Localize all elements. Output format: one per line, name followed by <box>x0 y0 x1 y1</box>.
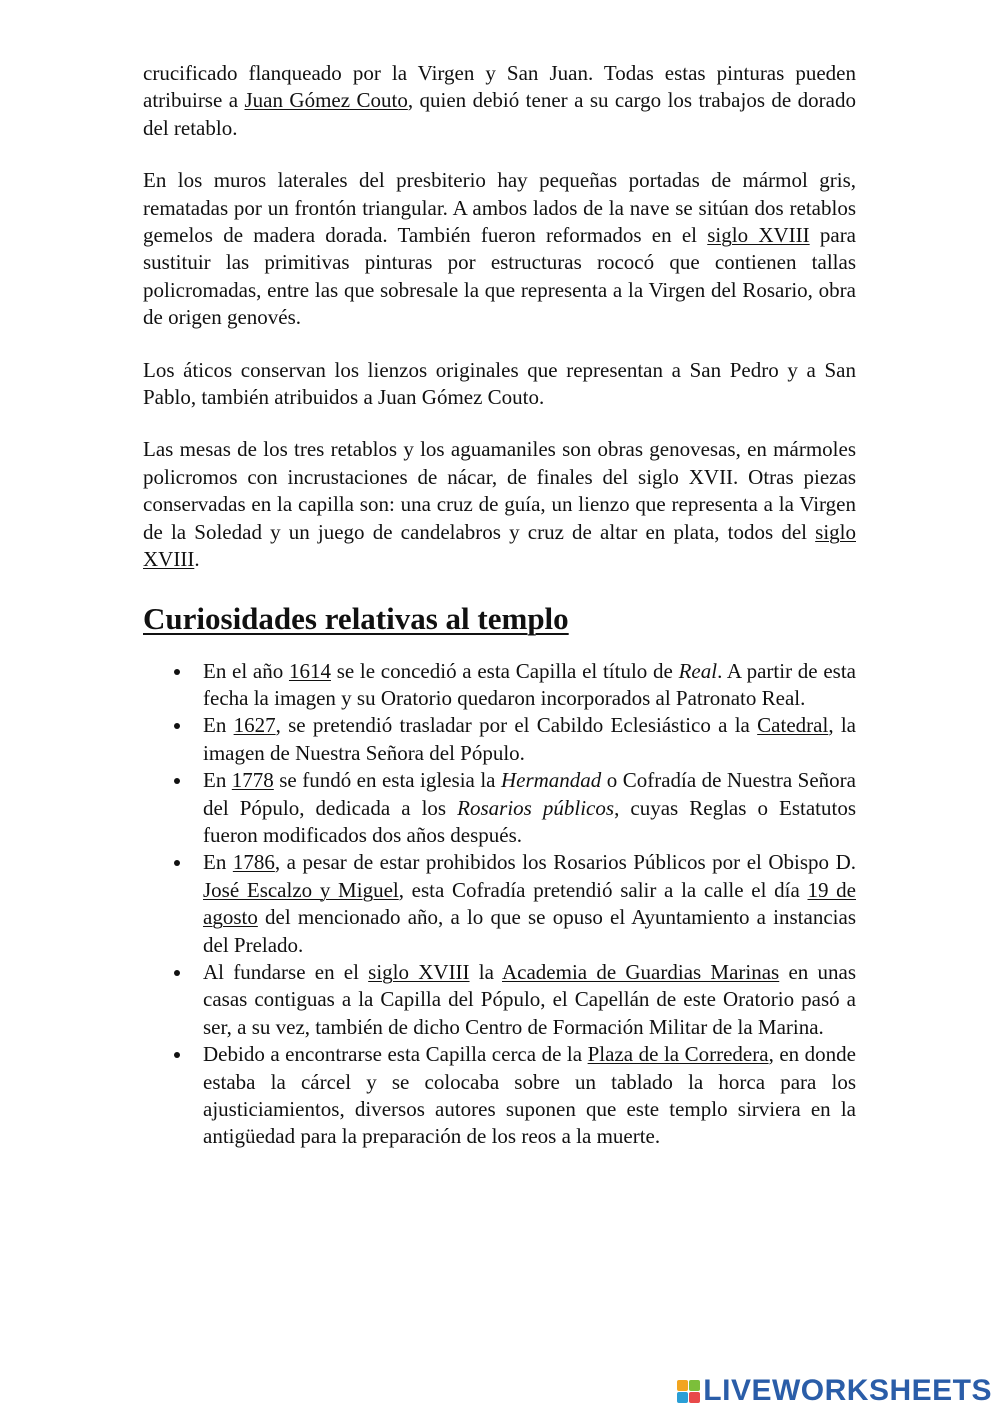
text-run: para sustituir las primitivas pinturas por estructuras rococó que contienen tallas policromadas, entre las que sobresale la que representa a la Virgen del Rosario, obra de origen genovés. <box>143 223 857 330</box>
list-item <box>143 767 856 849</box>
list-item <box>143 712 856 767</box>
body-paragraph <box>143 357 856 412</box>
intro-paragraphs <box>143 60 856 574</box>
liveworksheets-logo <box>677 1374 992 1408</box>
text-run: Los áticos conservan los lienzos originales que representan a San Pedro y a San Pablo, también atribuidos a Juan Gómez Couto. <box>143 357 856 410</box>
document-body <box>143 60 856 1151</box>
bullet-icon <box>174 860 180 866</box>
hyperlink[interactable]: 1786 <box>232 850 275 875</box>
hyperlink[interactable]: Plaza de la Corredera <box>587 1042 769 1067</box>
list-item <box>143 1041 856 1151</box>
logo-mark-icon <box>677 1380 700 1403</box>
text-run: En los muros laterales del presbiterio hay pequeñas portadas de mármol gris, rematadas por un frontón triangular. A ambos lados de la nave se sitúan dos retablos gemelos de madera dorada. También fueron reformados en el <box>143 168 856 248</box>
text-run: se le concedió a esta Capilla el título de <box>330 658 679 683</box>
text-run: . A partir de esta fecha la imagen y su Oratorio quedaron incorporados al Patronato Real. <box>203 658 856 710</box>
hyperlink[interactable]: José Escalzo y Miguel <box>203 877 399 902</box>
text-run: , en donde estaba la cárcel y se colocaba sobre un tablado la horca para los ajusticiamientos, diversos autores suponen que este templo sirviera en la antigüedad para la preparación de los reos a la muerte. <box>203 1042 856 1149</box>
text-run: o Cofradía de Nuestra Señora del Pópulo, dedicada a los <box>203 768 856 820</box>
text-run: del mencionado año, a lo que se opuso el Ayuntamiento a instancias del Prelado. <box>203 905 856 957</box>
hyperlink[interactable]: 1627 <box>233 713 276 738</box>
list-item <box>143 959 856 1041</box>
text-run: , a pesar de estar prohibidos los Rosarios Públicos por el Obispo D. <box>274 850 856 875</box>
logo-text: LIVEWORKSHEETS <box>703 1374 992 1407</box>
hyperlink[interactable]: 19 de agosto <box>203 877 857 930</box>
hyperlink[interactable]: siglo XVIII <box>368 959 470 984</box>
bullet-icon <box>174 778 180 784</box>
text-run: , la imagen de Nuestra Señora del Pópulo. <box>203 713 856 765</box>
hyperlink[interactable]: 1614 <box>288 658 331 683</box>
emphasis-text: Hermandad <box>500 768 602 793</box>
text-run: . <box>194 547 200 572</box>
text-run: En <box>203 713 234 738</box>
emphasis-text: Real <box>678 658 718 683</box>
section-heading: Curiosidades relativas al templo <box>143 600 569 636</box>
body-paragraph <box>143 167 856 331</box>
text-run: , esta Cofradía pretendió salir a la calle el día <box>398 877 808 902</box>
hyperlink[interactable]: Juan Gómez Couto <box>244 88 408 113</box>
hyperlink[interactable]: siglo XVIII <box>143 519 856 572</box>
text-run: En el año <box>203 658 289 683</box>
bullet-icon <box>174 970 180 976</box>
text-run: Al fundarse en el <box>203 959 369 984</box>
body-paragraph <box>143 436 856 573</box>
hyperlink[interactable]: Catedral <box>757 713 829 738</box>
text-run: , se pretendió trasladar por el Cabildo Eclesiástico a la <box>275 713 758 738</box>
text-run: Debido a encontrarse esta Capilla cerca de la <box>203 1042 588 1067</box>
text-run: la <box>469 959 502 984</box>
text-run: En <box>203 768 232 793</box>
bullet-icon <box>174 1052 180 1058</box>
text-run: , cuyas Reglas o Estatutos fueron modificados dos años después. <box>203 795 857 847</box>
hyperlink[interactable]: Academia de Guardias Marinas <box>502 959 780 984</box>
list-item <box>143 849 856 959</box>
text-run: Las mesas de los tres retablos y los aguamaniles son obras genovesas, en mármoles policromos con incrustaciones de nácar, de finales del siglo XVII. Otras piezas conservadas en la capilla son: una cruz de guía, un lienzo que representa a la Virgen de la Soledad y un juego de candelabros y cruz de altar en plata, todos del <box>143 437 856 544</box>
text-run: se fundó en esta iglesia la <box>273 768 501 793</box>
text-run: en unas casas contiguas a la Capilla del Pópulo, el Capellán de este Oratorio pasó a ser, a su vez, también de dicho Centro de Formación Militar de la Marina. <box>203 959 856 1039</box>
hyperlink[interactable]: siglo XVIII <box>707 223 810 248</box>
bullet-icon <box>174 723 180 729</box>
body-paragraph <box>143 60 856 142</box>
list-item <box>143 658 856 713</box>
hyperlink[interactable]: 1778 <box>231 768 274 793</box>
text-run: En <box>203 850 233 875</box>
text-run: crucificado flanqueado por la Virgen y San Juan. Todas estas pinturas pueden atribuirse a <box>143 61 856 113</box>
text-run: , quien debió tener a su cargo los trabajos de dorado del retablo. <box>143 88 856 140</box>
emphasis-text: Rosarios públicos <box>457 795 615 820</box>
bullet-icon <box>174 669 180 675</box>
curiosities-list <box>143 658 856 1151</box>
